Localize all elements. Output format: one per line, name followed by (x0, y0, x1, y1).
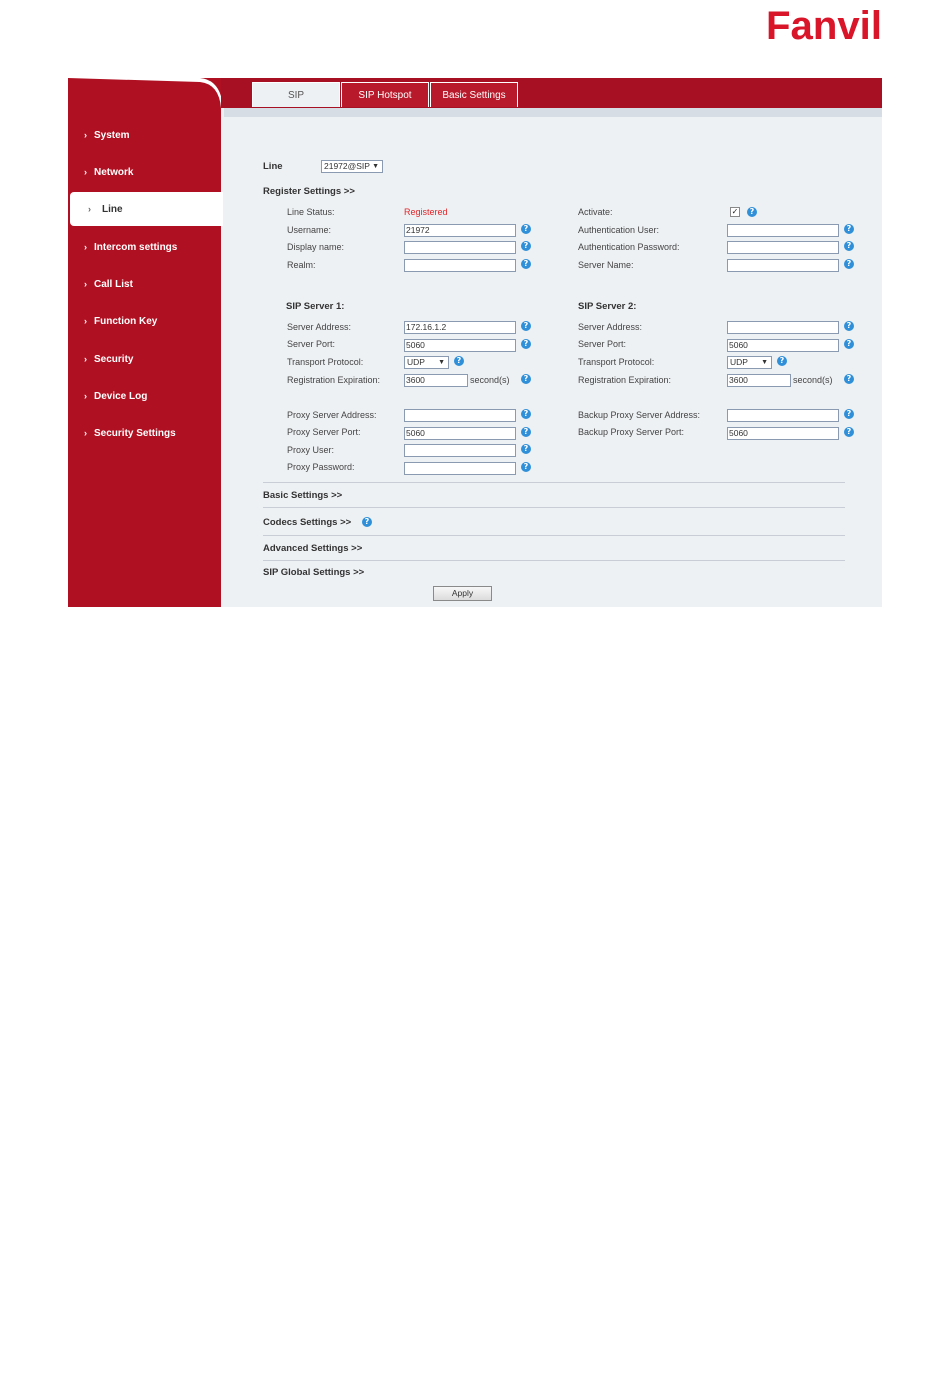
server1-port-field[interactable]: 5060 (404, 339, 516, 352)
divider (263, 560, 845, 561)
sidebar-item-function-key[interactable] (68, 304, 221, 338)
server2-expiration-unit: second(s) (793, 375, 833, 385)
help-icon[interactable]: ? (521, 259, 531, 269)
backup-proxy-port-field[interactable]: 5060 (727, 427, 839, 440)
help-icon[interactable]: ? (844, 339, 854, 349)
line-select-value: 21972@SIP (324, 161, 370, 171)
proxy-port-label: Proxy Server Port: (287, 427, 361, 437)
sip-server-1-title: SIP Server 1: (286, 301, 345, 312)
help-icon[interactable]: ? (362, 517, 372, 527)
help-icon[interactable]: ? (521, 427, 531, 437)
admin-panel (68, 78, 882, 607)
sidebar-item-intercom-settings[interactable] (68, 230, 221, 264)
activate-checkbox[interactable]: ✓ (731, 207, 739, 216)
proxy-address-field[interactable] (404, 409, 516, 422)
server1-address-field[interactable]: 172.16.1.2 (404, 321, 516, 334)
help-icon[interactable]: ? (777, 356, 787, 366)
auth-user-label: Authentication User: (578, 225, 660, 235)
server1-transport-value: UDP (407, 357, 425, 367)
caret-down-icon: ▼ (372, 163, 379, 170)
activate-label: Activate: (578, 207, 613, 217)
help-icon[interactable]: ? (521, 462, 531, 472)
divider (263, 507, 845, 508)
tab-sip-hotspot[interactable]: SIP Hotspot (341, 82, 429, 107)
chevron-right-icon: › (84, 279, 87, 289)
help-icon[interactable]: ? (521, 321, 531, 331)
sidebar-item-label: Function Key (94, 315, 158, 327)
realm-field[interactable] (404, 259, 516, 272)
sip-server-2-title: SIP Server 2: (578, 301, 637, 312)
server2-port-label: Server Port: (578, 339, 627, 349)
chevron-right-icon: › (84, 316, 87, 326)
help-icon[interactable]: ? (521, 409, 531, 419)
sidebar-item-label: Device Log (94, 390, 148, 402)
codecs-settings-header[interactable]: Codecs Settings >> (263, 517, 352, 528)
tab-content-strip (224, 108, 882, 117)
sidebar-item-label: Network (94, 166, 134, 178)
help-icon[interactable]: ? (844, 321, 854, 331)
sidebar-item-security-settings[interactable] (68, 416, 221, 450)
help-icon[interactable]: ? (844, 374, 854, 384)
sidebar-item-security[interactable] (68, 342, 221, 376)
server2-address-label: Server Address: (578, 322, 643, 332)
server2-expiration-label: Registration Expiration: (578, 375, 672, 385)
proxy-password-label: Proxy Password: (287, 462, 355, 472)
caret-down-icon: ▼ (438, 359, 445, 366)
help-icon[interactable]: ? (844, 224, 854, 234)
chevron-right-icon: › (84, 354, 87, 364)
line-label: Line (263, 161, 283, 172)
server2-transport-select[interactable] (727, 356, 772, 369)
server1-address-label: Server Address: (287, 322, 352, 332)
sidebar-item-label: System (94, 129, 130, 141)
proxy-user-field[interactable] (404, 444, 516, 457)
svg-text:Fanvil: Fanvil (766, 6, 882, 44)
sidebar-item-label: Line (102, 203, 123, 215)
tab-sip[interactable]: SIP (252, 82, 340, 107)
help-icon[interactable]: ? (844, 241, 854, 251)
sidebar-item-system[interactable] (68, 118, 221, 152)
display-name-field[interactable] (404, 241, 516, 254)
chevron-right-icon: › (84, 428, 87, 438)
server1-expiration-label: Registration Expiration: (287, 375, 381, 385)
sidebar (68, 78, 221, 607)
proxy-port-field[interactable]: 5060 (404, 427, 516, 440)
caret-down-icon: ▼ (761, 359, 768, 366)
help-icon[interactable]: ? (844, 427, 854, 437)
apply-button[interactable]: Apply (433, 586, 492, 601)
server1-transport-label: Transport Protocol: (287, 357, 364, 367)
sidebar-item-line[interactable] (70, 192, 223, 226)
chevron-right-icon: › (84, 167, 87, 177)
help-icon[interactable]: ? (454, 356, 464, 366)
display-name-label: Display name: (287, 242, 345, 252)
backup-proxy-address-field[interactable] (727, 409, 839, 422)
chevron-right-icon: › (84, 242, 87, 252)
server1-expiration-field[interactable]: 3600 (404, 374, 468, 387)
proxy-password-field[interactable] (404, 462, 516, 475)
server1-port-label: Server Port: (287, 339, 336, 349)
server1-expiration-unit: second(s) (470, 375, 510, 385)
divider (263, 535, 845, 536)
auth-user-field[interactable] (727, 224, 839, 237)
sidebar-item-label: Call List (94, 278, 133, 290)
basic-settings-header[interactable]: Basic Settings >> (263, 490, 343, 501)
proxy-user-label: Proxy User: (287, 445, 335, 455)
username-label: Username: (287, 225, 332, 235)
line-status-value: Registered (404, 207, 448, 217)
sip-global-settings-header[interactable]: SIP Global Settings >> (263, 567, 365, 578)
sidebar-item-device-log[interactable] (68, 379, 221, 413)
chevron-right-icon: › (88, 204, 91, 214)
realm-label: Realm: (287, 260, 316, 270)
chevron-right-icon: › (84, 391, 87, 401)
server2-port-field[interactable]: 5060 (727, 339, 839, 352)
server2-transport-value: UDP (730, 357, 748, 367)
help-icon[interactable]: ? (844, 409, 854, 419)
tab-basic-settings[interactable]: Basic Settings (430, 82, 518, 107)
sidebar-item-label: Security Settings (94, 427, 176, 439)
help-icon[interactable]: ? (521, 224, 531, 234)
proxy-address-label: Proxy Server Address: (287, 410, 377, 420)
auth-password-field[interactable] (727, 241, 839, 254)
register-settings-header[interactable]: Register Settings >> (263, 186, 355, 197)
line-status-label: Line Status: (287, 207, 335, 217)
backup-proxy-port-label: Backup Proxy Server Port: (578, 427, 685, 437)
help-icon[interactable]: ? (844, 259, 854, 269)
server1-transport-select[interactable] (404, 356, 449, 369)
server2-expiration-field[interactable]: 3600 (727, 374, 791, 387)
fanvil-logo (766, 6, 884, 44)
chevron-right-icon: › (84, 130, 87, 140)
advanced-settings-header[interactable]: Advanced Settings >> (263, 543, 363, 554)
server2-address-field[interactable] (727, 321, 839, 334)
line-select[interactable] (321, 160, 383, 173)
sidebar-item-call-list[interactable] (68, 267, 221, 301)
sidebar-item-network[interactable] (68, 155, 221, 189)
help-icon[interactable]: ? (521, 374, 531, 384)
server-name-field[interactable] (727, 259, 839, 272)
server-name-label: Server Name: (578, 260, 634, 270)
help-icon[interactable]: ? (521, 444, 531, 454)
server2-transport-label: Transport Protocol: (578, 357, 655, 367)
backup-proxy-address-label: Backup Proxy Server Address: (578, 410, 701, 420)
help-icon[interactable]: ? (747, 207, 757, 217)
help-icon[interactable]: ? (521, 339, 531, 349)
auth-password-label: Authentication Password: (578, 242, 680, 252)
sidebar-item-label: Intercom settings (94, 241, 178, 253)
username-field[interactable]: 21972 (404, 224, 516, 237)
divider (263, 482, 845, 483)
sidebar-item-label: Security (94, 353, 134, 365)
help-icon[interactable]: ? (521, 241, 531, 251)
